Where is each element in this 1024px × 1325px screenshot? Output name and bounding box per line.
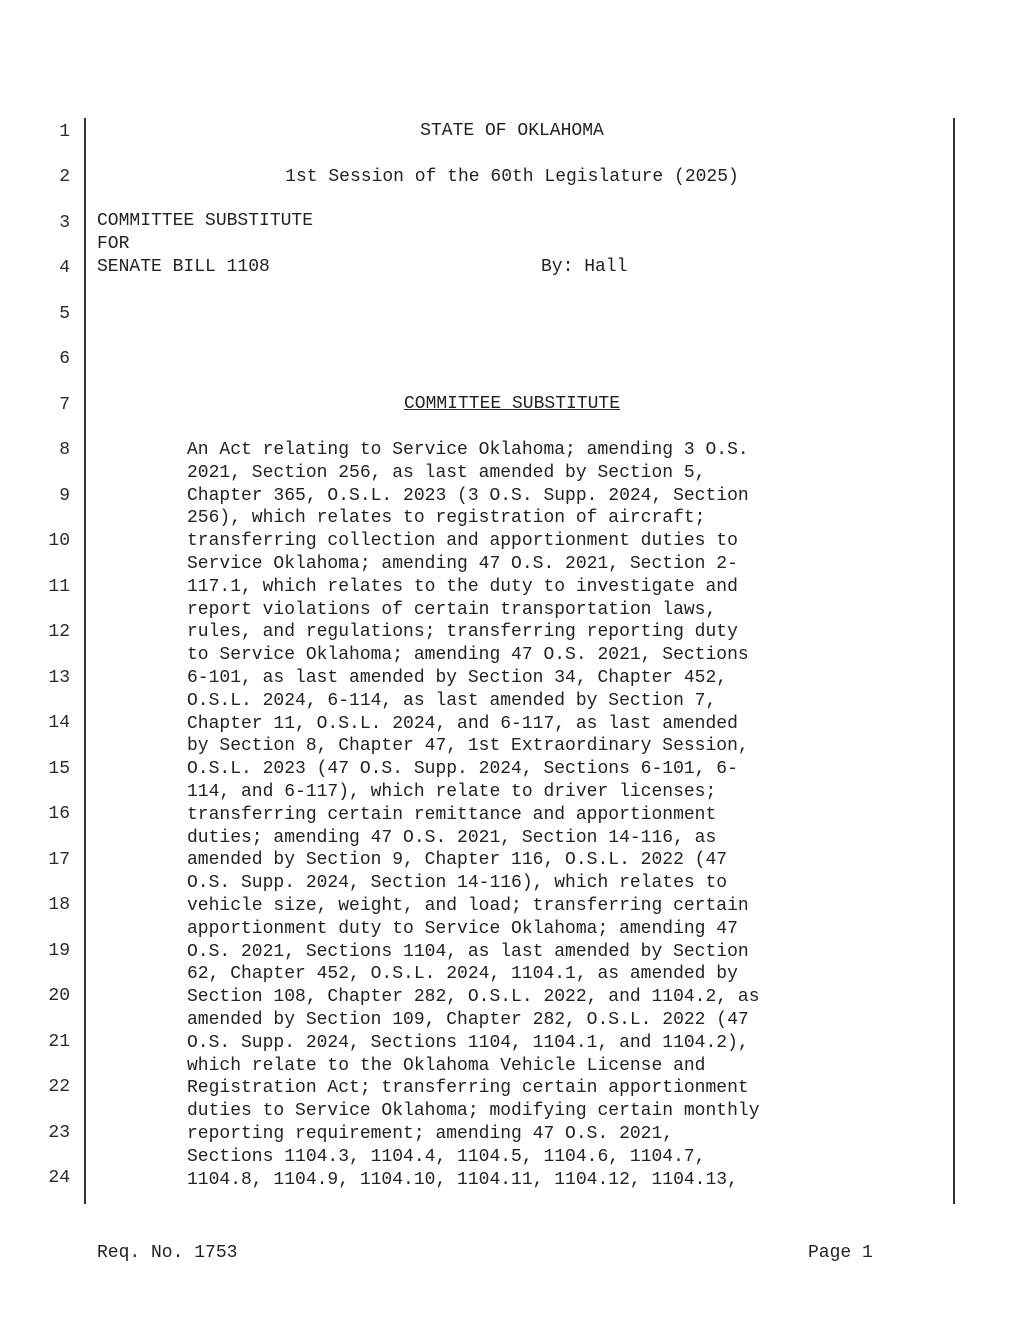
bill-number: SENATE BILL 1108 bbox=[97, 256, 270, 277]
bill-author: By: Hall bbox=[541, 257, 628, 277]
left-margin-rule bbox=[84, 118, 86, 1204]
line-number: 23 bbox=[48, 1123, 70, 1143]
line-number: 9 bbox=[59, 486, 70, 506]
body-line: to Service Oklahoma; amending 47 O.S. 2021, Sections bbox=[187, 645, 749, 666]
body-line: O.S.L. 2023 (47 O.S. Supp. 2024, Sections 6-101, 6- bbox=[187, 759, 738, 780]
line-number: 10 bbox=[48, 531, 70, 551]
line-number: 16 bbox=[48, 804, 70, 824]
bill-title-block bbox=[97, 210, 313, 278]
line-number: 4 bbox=[59, 258, 70, 278]
body-line: amended by Section 9, Chapter 116, O.S.L. 2022 (47 bbox=[187, 850, 728, 871]
body-line: report violations of certain transportation laws, bbox=[187, 599, 717, 620]
body-line: duties; amending 47 O.S. 2021, Section 14-116, as bbox=[187, 827, 717, 848]
body-line: reporting requirement; amending 47 O.S. 2021, bbox=[187, 1123, 674, 1144]
line-number: 8 bbox=[59, 440, 70, 460]
body-line: O.S. 2021, Sections 1104, as last amended by Section bbox=[187, 941, 749, 962]
body-line: 256), which relates to registration of aircraft; bbox=[187, 508, 706, 529]
body-line: transferring certain remittance and apportionment bbox=[187, 804, 717, 825]
line-number: 2 bbox=[59, 167, 70, 187]
line-number: 20 bbox=[48, 986, 70, 1006]
body-line: duties to Service Oklahoma; modifying certain monthly bbox=[187, 1101, 760, 1122]
body-line: amended by Section 109, Chapter 282, O.S.L. 2022 (47 bbox=[187, 1009, 749, 1030]
line-number: 6 bbox=[59, 349, 70, 369]
body-line: which relate to the Oklahoma Vehicle License and bbox=[187, 1055, 706, 1076]
body-line: O.S. Supp. 2024, Sections 1104, 1104.1, and 1104.2), bbox=[187, 1032, 749, 1053]
line-number-gutter bbox=[0, 0, 80, 1325]
body-line: rules, and regulations; transferring reporting duty bbox=[187, 622, 738, 643]
act-title-text bbox=[187, 439, 760, 1191]
request-number: Req. No. 1753 bbox=[97, 1243, 238, 1263]
state-heading: STATE OF OKLAHOMA bbox=[420, 121, 604, 141]
body-line: 114, and 6-117), which relate to driver licenses; bbox=[187, 781, 717, 802]
page-number: Page 1 bbox=[808, 1243, 873, 1263]
body-line: Sections 1104.3, 1104.4, 1104.5, 1104.6, 1104.7, bbox=[187, 1146, 706, 1167]
line-number: 14 bbox=[48, 713, 70, 733]
line-number: 12 bbox=[48, 622, 70, 642]
line-number: 7 bbox=[59, 395, 70, 415]
body-line: 2021, Section 256, as last amended by Section 5, bbox=[187, 462, 706, 483]
line-number: 15 bbox=[48, 759, 70, 779]
line-number: 3 bbox=[59, 213, 70, 233]
body-line: apportionment duty to Service Oklahoma; amending 47 bbox=[187, 918, 738, 939]
bill-title-line: FOR bbox=[97, 233, 130, 254]
body-line: transferring collection and apportionment duties to bbox=[187, 531, 738, 552]
line-number: 5 bbox=[59, 304, 70, 324]
body-line: 1104.8, 1104.9, 1104.10, 1104.11, 1104.12, 1104.13, bbox=[187, 1169, 738, 1190]
line-number: 24 bbox=[48, 1168, 70, 1188]
bill-title-line: COMMITTEE SUBSTITUTE bbox=[97, 211, 314, 231]
line-number: 13 bbox=[48, 668, 70, 688]
body-line: Service Oklahoma; amending 47 O.S. 2021, Section 2- bbox=[187, 553, 738, 574]
body-line: An Act relating to Service Oklahoma; amending 3 O.S. bbox=[187, 440, 749, 460]
line-number: 18 bbox=[48, 895, 70, 915]
session-heading: 1st Session of the 60th Legislature (2025) bbox=[285, 167, 739, 187]
body-line: Registration Act; transferring certain apportionment bbox=[187, 1078, 749, 1099]
line-number: 1 bbox=[59, 122, 70, 142]
line-number: 17 bbox=[48, 850, 70, 870]
body-line: by Section 8, Chapter 47, 1st Extraordinary Session, bbox=[187, 736, 749, 757]
line-number: 22 bbox=[48, 1077, 70, 1097]
body-line: Chapter 11, O.S.L. 2024, and 6-117, as last amended bbox=[187, 713, 738, 734]
line-number: 11 bbox=[48, 577, 70, 597]
right-margin-rule bbox=[953, 118, 955, 1204]
body-line: Section 108, Chapter 282, O.S.L. 2022, and 1104.2, as bbox=[187, 987, 760, 1008]
section-title: COMMITTEE SUBSTITUTE bbox=[403, 394, 621, 414]
line-number: 19 bbox=[48, 941, 70, 961]
body-line: 117.1, which relates to the duty to investigate and bbox=[187, 576, 738, 597]
line-number: 21 bbox=[48, 1032, 70, 1052]
body-line: vehicle size, weight, and load; transferring certain bbox=[187, 895, 749, 916]
body-line: O.S.L. 2024, 6-114, as last amended by Section 7, bbox=[187, 690, 717, 711]
body-line: Chapter 365, O.S.L. 2023 (3 O.S. Supp. 2024, Section bbox=[187, 485, 749, 506]
body-line: O.S. Supp. 2024, Section 14-116), which relates to bbox=[187, 873, 728, 894]
body-line: 62, Chapter 452, O.S.L. 2024, 1104.1, as amended by bbox=[187, 964, 738, 985]
body-line: 6-101, as last amended by Section 34, Chapter 452, bbox=[187, 667, 728, 688]
